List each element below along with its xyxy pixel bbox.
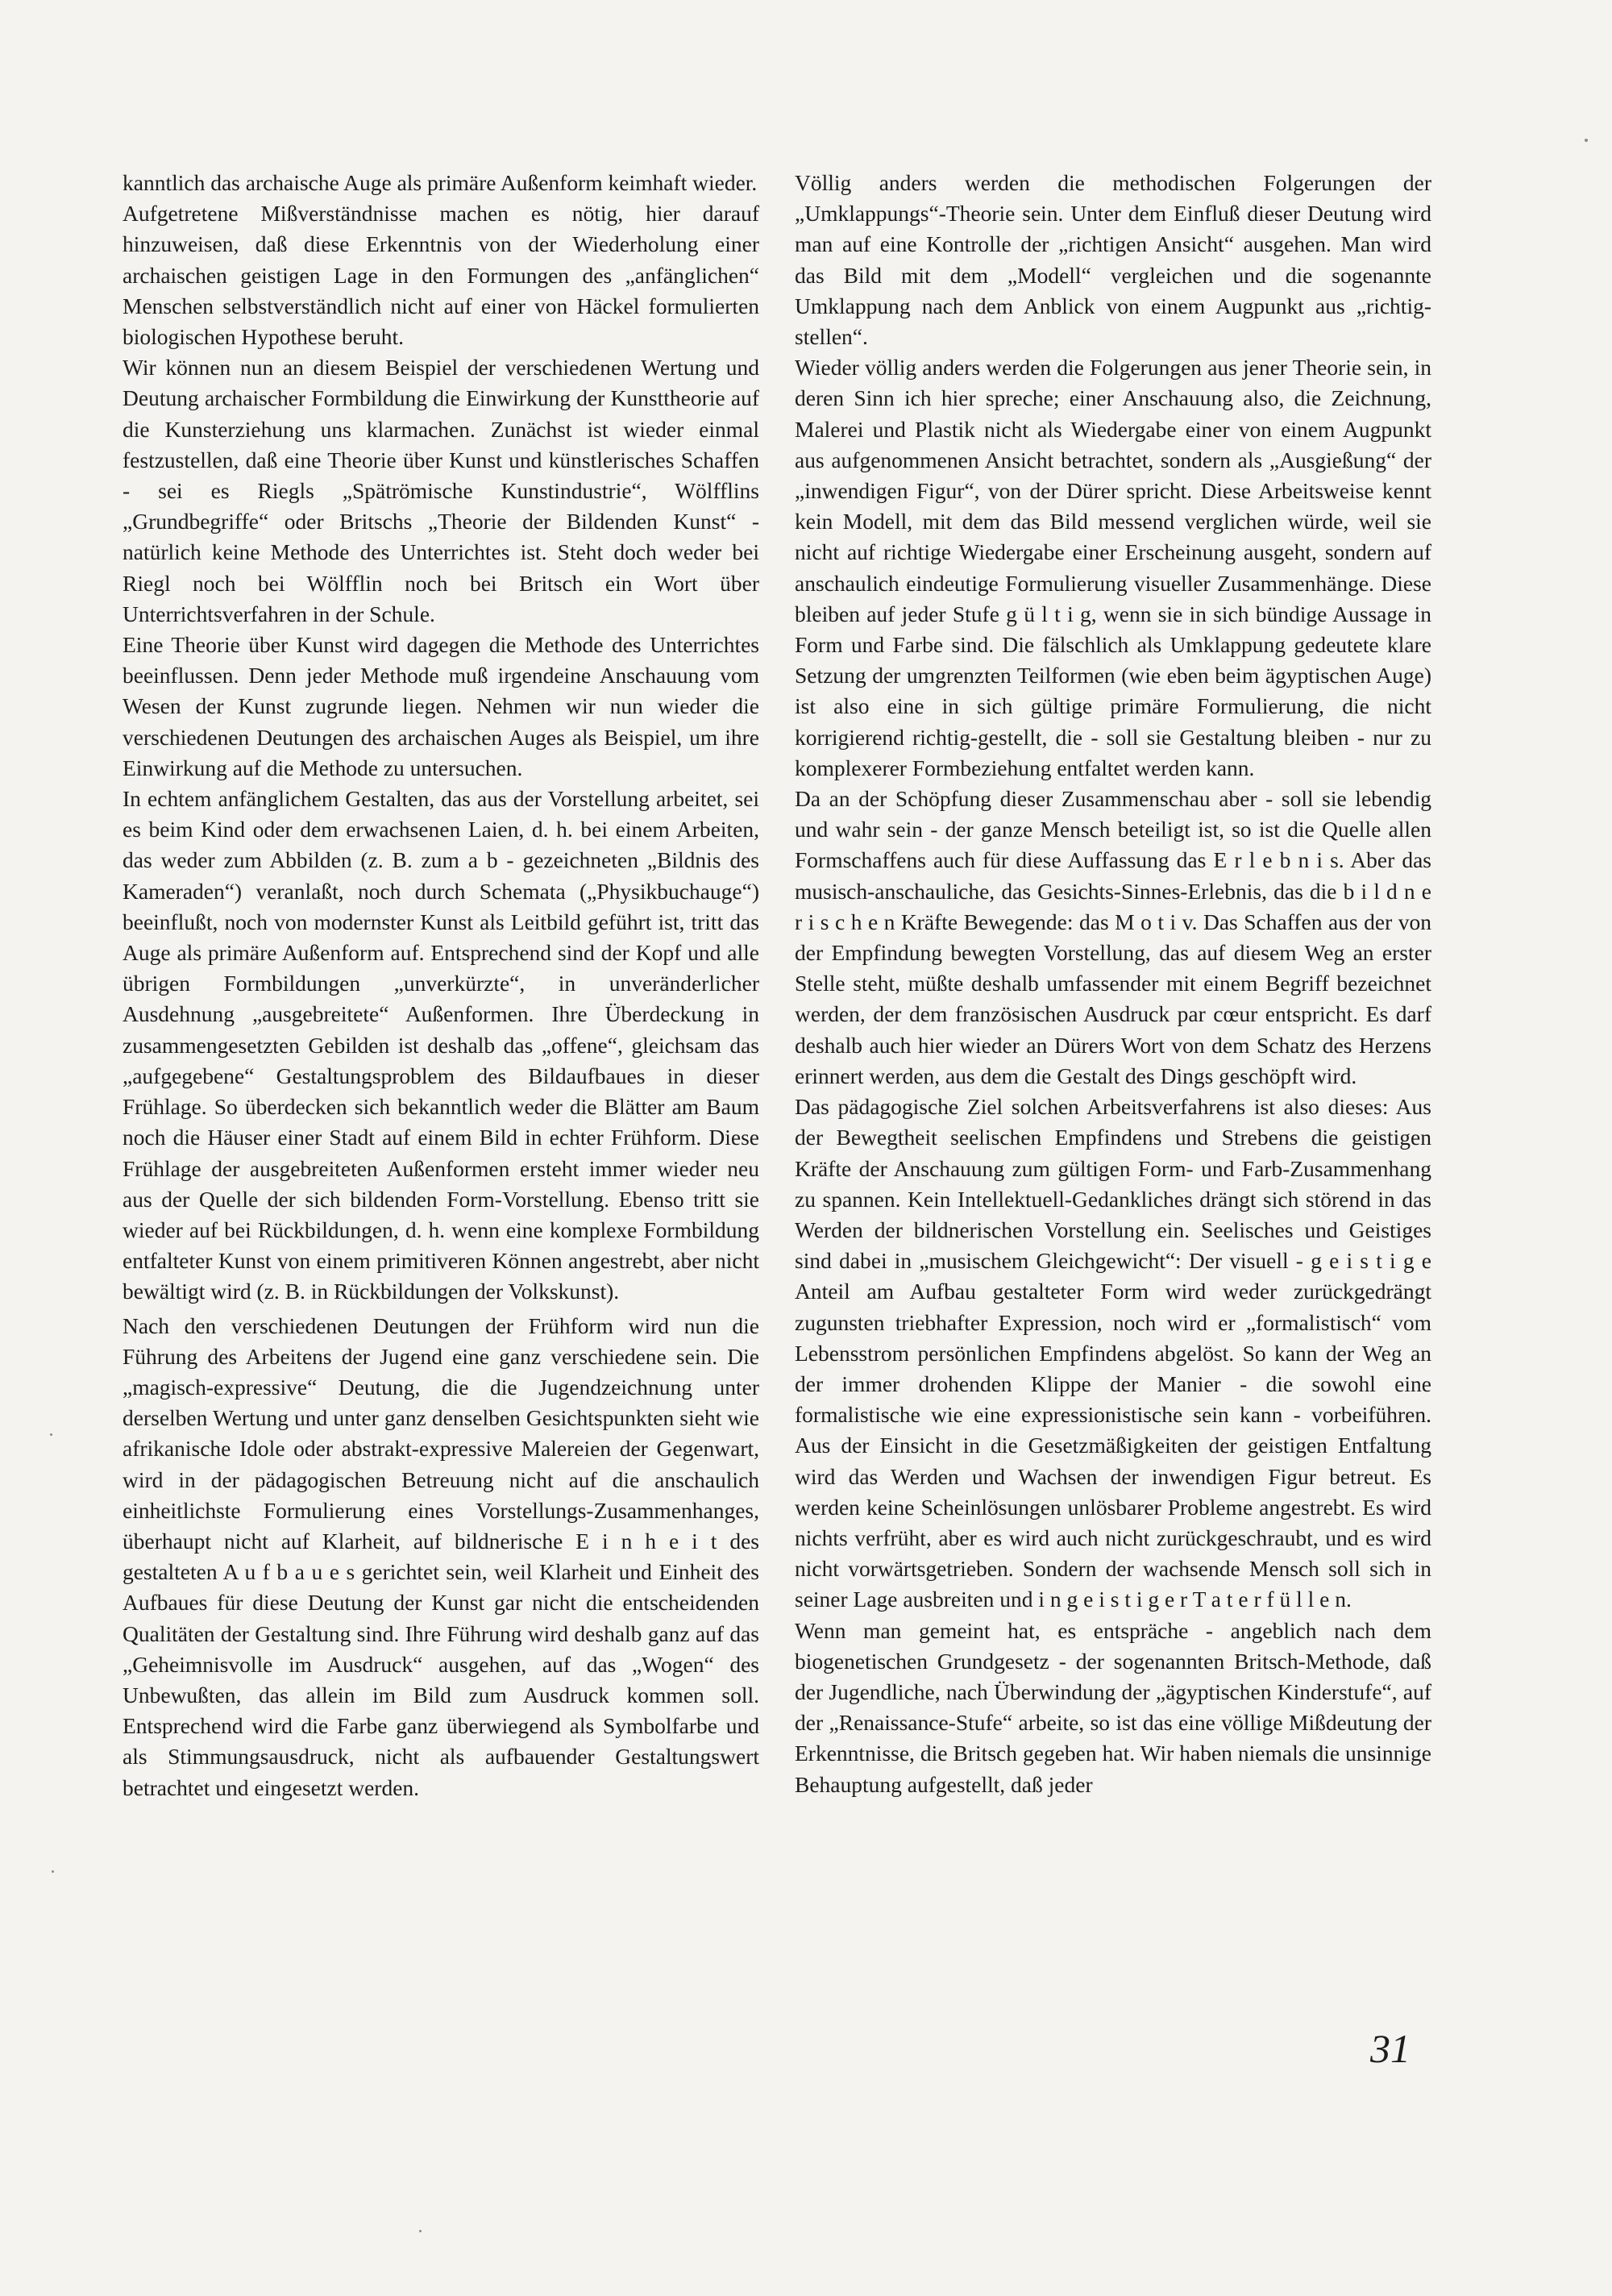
paragraph: Völlig anders werden die methodischen Folgerungen der „Umklappungs“-Theorie sein. Unter dem Einfluß dieser Deutung wird man auf eine Kontrolle der „richtigen Ansicht“ ausgehen. Man wird das Bild mit dem „Modell“ vergleichen und die sogenannte Umklappung nach dem Anblick von einem Augpunkt aus „richtig-stellen“. <box>795 170 1431 350</box>
paragraph: kanntlich das archaische Auge als primäre Außenform keimhaft wieder. <box>123 170 758 195</box>
paragraph: Eine Theorie über Kunst wird dagegen die Methode des Unterrichtes beeinflussen. Denn jeder Methode muß irgendeine Anschauung vom Wesen der Kunst zugrunde liegen. Nehmen wir nun wieder die verschiedenen Deutungen des archaischen Auges als Beispiel, um ihre Einwirkung auf die Methode zu untersuchen. <box>123 632 759 780</box>
paragraph: Aufgetretene Mißverständnisse machen es nötig, hier darauf hinzuweisen, daß diese Erkenntnis von der Wiederholung einer archaischen geistigen Lage in den Formungen des „anfänglichen“ Menschen selbstverständlich nicht auf einer von Häckel formulierten biologischen Hypothese beruht. <box>123 201 759 350</box>
scan-speck <box>1585 139 1588 142</box>
paragraph: Wieder völlig anders werden die Folgerungen aus jener Theorie sein, in deren Sinn ich hier spreche; einer Anschauung also, die Zeichnung, Malerei und Plastik nicht als Wiedergabe einer von einem Augpunkt aus aufgenommenen Ansicht betrachtet, sondern als „Ausgießung“ der „inwendigen Figur“, von der Dürer spricht. Diese Arbeitsweise kennt kein Modell, mit dem das Bild messend verglichen würde, weil sie nicht auf richtige Wiedergabe einer Erscheinung ausgeht, sondern auf anschaulich eindeutige Formulierung visueller Zusammenhänge. Diese bleiben auf jeder Stufe g ü l t i g, wenn sie in sich bündige Aussage in Form und Farbe sind. Die fälschlich als Umklappung gedeutete klare Setzung der umgrenzten Teilformen (wie eben beim ägyptischen Auge) ist also eine in sich gültige primäre Formulierung, die nicht korrigierend richtig-gestellt, die - soll sie Gestaltung bleiben - nur zu komplexerer Formbeziehung entfaltet werden kann. <box>795 355 1431 780</box>
right-text-column <box>795 168 1431 1800</box>
paragraph: Wenn man gemeint hat, es entspräche - angeblich nach dem biogenetischen Grundgesetz - der sogenannten Britsch-Methode, daß der Jugendliche, nach Überwindung der „ägyptischen Kinderstufe“, auf der „Renaissance-Stufe“ arbeite, so ist das eine völlige Mißdeutung der Erkenntnisse, die Britsch gegeben hat. Wir haben niemals die unsinnige Behauptung aufgestellt, daß jeder <box>795 1617 1431 1797</box>
paragraph: Das pädagogische Ziel solchen Arbeitsverfahrens ist also dieses: Aus der Bewegtheit seelischen Empfindens und Strebens die geistigen Kräfte der Anschauung zum gültigen Form- und Farb-Zusammenhang zu spannen. Kein Intellektuell-Gedankliches drängt sich störend in das Werden der bildnerischen Vorstellung ein. Seelisches und Geistiges sind dabei in „musischem Gleichgewicht“: Der visuell - g e i s t i g e Anteil am Aufbau gestalteter Form wird weder zurückgedrängt zugunsten triebhafter Expression, noch wird er „formalistisch“ vom Lebensstrom persönlichen Empfindens abgelöst. So kann der Weg an der immer drohenden Klippe der Manier - die sowohl eine formalistische wie eine expressionistische sein kann - vorbeiführen. Aus der Einsicht in die Gesetzmäßigkeiten der geistigen Entfaltung wird das Werden und Wachsen der inwendigen Figur betreut. Es werden keine Scheinlösungen unlösbarer Probleme angestrebt. Es wird nichts verfrüht, aber es wird auch nicht zurückgeschraubt, und es wird nicht vorwärtsgetrieben. Sondern der wachsende Mensch soll sich in seiner Lage ausbreiten und i n g e i s t i g e r T a t e r f ü l l e n. <box>795 1094 1431 1612</box>
paragraph: In echtem anfänglichem Gestalten, das aus der Vorstellung arbeitet, sei es beim Kind oder dem erwachsenen Laien, d. h. bei einem Arbeiten, das weder zum Abbilden (z. B. zum a b - gezeichneten „Bildnis des Kameraden“) veranlaßt, noch durch Schemata („Physikbuchauge“) beeinflußt, noch von modernster Kunst als Leitbild geführt ist, tritt das Auge als primäre Außenform auf. Entsprechend sind der Kopf und alle übrigen Formbildungen „unverkürzte“, in unveränderlicher Ausdehnung „ausgebreitete“ Außenformen. Ihre Überdeckung in zusammengesetzten Gebilden ist deshalb das „offene“, gleichsam das „aufgegebene“ Gestaltungsproblem des Bildaufbaues in dieser Frühlage. So überdecken sich bekanntlich weder die Blätter am Baum noch die Häuser einer Stadt auf einem Bild in echter Frühform. Diese Frühlage der ausgebreiteten Außenformen ersteht immer wieder neu aus der Quelle der sich bildenden Form-Vorstellung. Ebenso tritt sie wieder auf bei Rückbildungen, d. h. wenn eine komplexe Formbildung entfalteter Kunst von einem primitiveren Können angestrebt, aber nicht bewältigt wird (z. B. in Rückbildungen der Volkskunst). <box>123 786 759 1304</box>
page-number: 31 <box>1370 2026 1410 2071</box>
scan-speck <box>50 1433 52 1436</box>
paragraph: Wir können nun an diesem Beispiel der verschiedenen Wertung und Deutung archaischer Formbildung die Einwirkung der Kunsttheorie auf die Kunsterziehung uns klarmachen. Zunächst ist wieder einmal festzustellen, daß eine Theorie über Kunst und künstlerisches Schaffen - sei es Riegls „Spätrömische Kunstindustrie“, Wölfflins „Grundbegriffe“ oder Britschs „Theorie der Bildenden Kunst“ - natürlich keine Methode des Unterrichtes ist. Steht doch weder bei Riegl noch bei Wölfflin noch bei Britsch ein Wort über Unterrichtsverfahren in der Schule. <box>123 355 759 626</box>
paragraph: Nach den verschiedenen Deutungen der Frühform wird nun die Führung des Arbeitens der Jugend eine ganz verschiedene sein. Die „magisch-expressive“ Deutung, die die Jugendzeichnung unter derselben Wertung und unter ganz denselben Gesichtspunkten sieht wie afrikanische Idole oder abstrakt-expressive Malereien der Gegenwart, wird in der pädagogischen Betreuung nicht auf die anschaulich einheitlichste Formulierung eines Vorstellungs-Zusammenhanges, überhaupt nicht auf Klarheit, auf bildnerische E i n h e i t des gestalteten A u f b a u e s gerichtet sein, weil Klarheit und Einheit des Aufbaues für diese Deutung der Kunst gar nicht die entscheidenden Qualitäten der Gestaltung sind. Ihre Führung wird deshalb ganz auf das „Geheimnisvolle im Ausdruck“ ausgehen, auf das „Wogen“ des Unbewußten, das allein im Bild zum Ausdruck kommen soll. Entsprechend wird die Farbe ganz überwiegend als Symbolfarbe und als Stimmungsausdruck, nicht als aufbauender Gestaltungswert betrachtet und eingesetzt werden. <box>123 1312 759 1800</box>
scan-speck <box>52 1870 54 1873</box>
paragraph: Da an der Schöpfung dieser Zusammenschau aber - soll sie lebendig und wahr sein - der ganze Mensch beteiligt ist, so ist die Quelle allen Formschaffens auch für diese Auffassung das E r l e b n i s. Aber das musisch-anschauliche, das Gesichts-Sinnes-Erlebnis, das die b i l d n e r i s c h e n Kräfte Bewegende: das M o t i v. Das Schaffen aus der von der Empfindung bewegten Vorstellung, das auf diesem Weg an erster Stelle steht, müßte deshalb umfassender mit einem Begriff bezeichnet werden, der dem französischen Ausdruck par cœur entspricht. Es darf deshalb auch hier wieder an Dürers Wort von dem Schatz des Herzens erinnert werden, aus dem die Gestalt des Dings geschöpft wird. <box>795 786 1431 1088</box>
scan-speck <box>419 2230 422 2232</box>
left-text-column <box>123 168 759 1803</box>
